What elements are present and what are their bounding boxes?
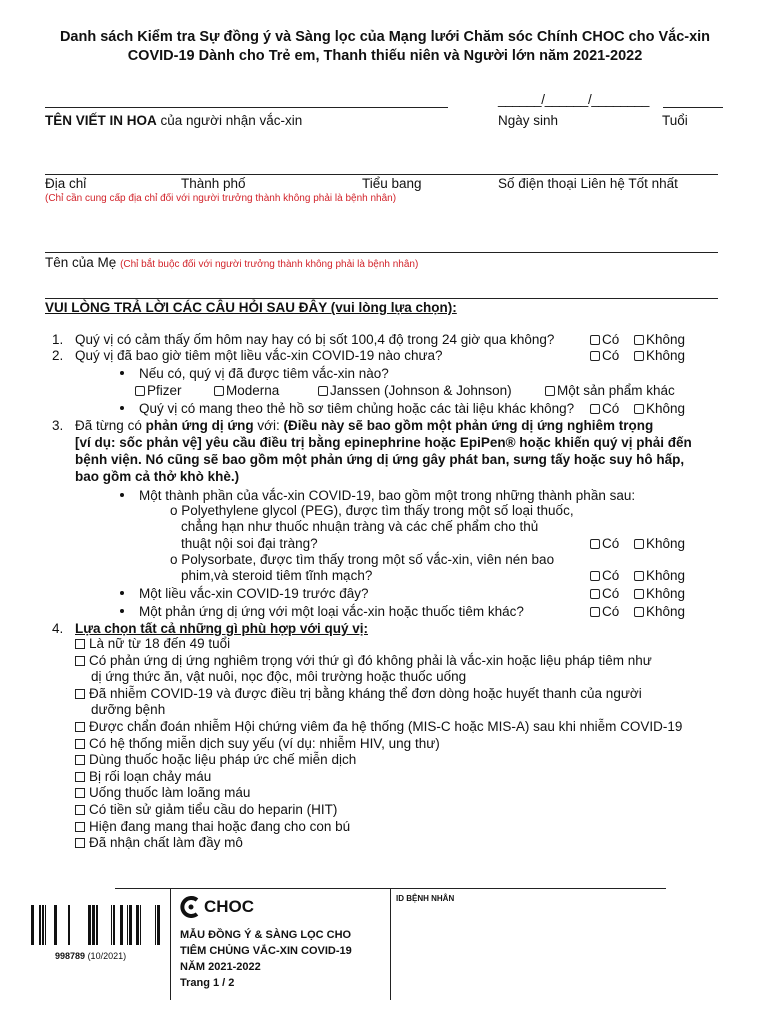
dob-field[interactable]: ______/______/________ <box>498 92 650 107</box>
q3-poly-line1: o Polysorbate, được tìm thấy trong một số vắc-xin, viên nén bao <box>170 552 555 567</box>
q3-peg-line3: thuật nội soi đại tràng? <box>181 536 318 551</box>
q4-option-label: Bị rối loạn chảy máu <box>89 768 212 784</box>
q4-option[interactable] <box>75 653 682 670</box>
name-label-rest: của người nhận vắc-xin <box>156 113 303 128</box>
barcode-bar <box>155 905 156 945</box>
vaccine-pfizer[interactable] <box>135 382 182 399</box>
vaccine-label: Moderna <box>226 383 280 398</box>
q3-b2: Một liều vắc-xin COVID-19 trước đây? <box>139 586 369 601</box>
q4-option-label: Có hệ thống miễn dịch suy yếu (ví dụ: nhiễm HIV, ung thư) <box>89 735 440 751</box>
checkbox-icon[interactable] <box>634 335 644 345</box>
q3-line-1 <box>75 417 653 434</box>
mother-note: (Chỉ bắt buộc đối với người trưởng thành không phải là bệnh nhân) <box>120 259 419 270</box>
barcode-bar <box>45 905 46 945</box>
vaccine-other[interactable] <box>545 382 675 399</box>
q3-peg-no[interactable] <box>634 535 685 552</box>
yes-label: Có <box>602 604 620 619</box>
checkbox-icon[interactable] <box>634 351 644 361</box>
q1-number: 1. <box>52 332 64 347</box>
city-label: Thành phố <box>181 176 246 191</box>
q1-yes[interactable] <box>590 331 619 348</box>
checkbox-icon[interactable] <box>75 739 85 749</box>
yes-label: Có <box>602 568 620 583</box>
checkbox-icon[interactable] <box>75 656 85 666</box>
q3-peg-line1: o Polyethylene glycol (PEG), được tìm thấy trong một số loại thuốc, <box>170 503 574 518</box>
q4-option-label: Có tiền sử giảm tiểu cầu do heparin (HIT) <box>89 801 338 817</box>
q3-text: (Điều này sẽ bao gồm một phản ứng dị ứng nghiêm trọng <box>283 418 654 433</box>
barcode-bar <box>31 905 34 945</box>
title-line-2: COVID-19 Dành cho Trẻ em, Thanh thiếu niên và Người lớn năm 2021-2022 <box>127 48 643 64</box>
q3-b3-yes[interactable] <box>590 603 619 620</box>
title-line-1: Danh sách Kiểm tra Sự đồng ý và Sàng lọc của Mạng lưới Chăm sóc Chính CHOC cho Vắc-xin <box>59 29 711 45</box>
q4-option[interactable] <box>75 636 682 653</box>
q3-line-2: [ví dụ: sốc phản vệ] yêu cầu điều trị bằng epinephrine hoặc EpiPen® hoặc khiến quý vị phải đến <box>75 435 692 450</box>
address-note: (Chỉ cần cung cấp địa chỉ đối với người trưởng thành không phải là bệnh nhân) <box>45 193 397 204</box>
checkbox-icon[interactable] <box>75 722 85 732</box>
phone-label: Số điện thoại Liên hệ Tốt nhất <box>498 176 678 191</box>
q1-no[interactable] <box>634 331 685 348</box>
barcode-bar <box>92 905 95 945</box>
q4-option[interactable] <box>75 719 682 736</box>
footer-divider <box>390 888 391 1000</box>
q2-sub1: Nếu có, quý vị đã được tiêm vắc-xin nào? <box>139 366 389 381</box>
yes-label: Có <box>602 401 620 416</box>
name-field-line[interactable] <box>45 107 448 108</box>
barcode-bar <box>88 905 91 945</box>
checkbox-icon[interactable] <box>590 404 600 414</box>
vaccine-label: Janssen (Johnson & Johnson) <box>330 383 512 398</box>
checkbox-icon[interactable] <box>75 755 85 765</box>
q4-number: 4. <box>52 621 64 636</box>
q4-option-label: Hiện đang mang thai hoặc đang cho con bú <box>89 818 351 834</box>
divider <box>45 298 718 299</box>
mother-field-line[interactable] <box>45 252 718 253</box>
vaccine-label: Pfizer <box>147 383 182 398</box>
patient-id-label: ID BỆNH NHÂN <box>396 894 455 903</box>
q1-text: Quý vị có cảm thấy ốm hôm nay hay có bị sốt 100,4 độ trong 24 giờ qua không? <box>75 332 555 347</box>
dob-label: Ngày sinh <box>498 113 559 128</box>
q3-peg-line2: chẳng hạn như thuốc nhuận tràng và các chế phẩm cho thủ <box>181 519 539 534</box>
q2-sub1-row <box>120 365 389 382</box>
q3-b3-no[interactable] <box>634 603 685 620</box>
q4-option-label: Đã nhiễm COVID-19 và được điều trị bằng kháng thể đơn dòng hoặc huyết thanh của người <box>89 685 642 701</box>
q2-card-yes[interactable] <box>590 400 619 417</box>
q3-poly-yes[interactable] <box>590 567 619 584</box>
q3-b2-no[interactable] <box>634 585 685 602</box>
no-label: Không <box>646 348 686 363</box>
q4-option-label: Có phản ứng dị ứng nghiêm trọng với thứ gì đó không phải là vắc-xin hoặc liệu pháp tiêm như <box>89 652 652 668</box>
checkbox-icon[interactable] <box>634 589 644 599</box>
address-label: Địa chỉ <box>45 176 87 191</box>
name-label-bold: TÊN VIẾT IN HOA <box>45 113 157 128</box>
q2-card-no[interactable] <box>634 400 685 417</box>
barcode-bar <box>136 905 139 945</box>
checkbox-icon[interactable] <box>634 404 644 414</box>
barcode-number: 998789 <box>55 951 86 961</box>
barcode-bar <box>127 905 128 945</box>
q2-yes[interactable] <box>590 347 619 364</box>
checkbox-icon[interactable] <box>590 571 600 581</box>
address-field-line[interactable] <box>45 174 718 175</box>
no-label: Không <box>646 401 686 416</box>
q3-b2-yes[interactable] <box>590 585 619 602</box>
barcode-caption <box>55 951 126 961</box>
name-label <box>45 113 302 128</box>
choc-logo <box>180 896 254 918</box>
barcode-bar <box>42 905 44 945</box>
q3-text: với: <box>253 418 284 433</box>
barcode-bar <box>140 905 141 945</box>
vaccine-label: Một sản phẩm khác <box>557 383 675 398</box>
no-label: Không <box>646 332 686 347</box>
bullet-icon <box>120 609 124 613</box>
barcode-date: (10/2021) <box>87 951 127 961</box>
choc-logo-icon <box>180 896 202 918</box>
barcode-bar <box>129 905 132 945</box>
q2-no[interactable] <box>634 347 685 364</box>
bullet-icon <box>120 591 124 595</box>
q4-option-label: dưỡng bệnh <box>91 702 166 718</box>
q4-option-continued <box>75 669 682 686</box>
checkbox-icon[interactable] <box>590 351 600 361</box>
q3-text: phản ứng dị ứng <box>145 418 254 433</box>
q3-line-3: bệnh viện. Nó cũng sẽ bao gồm một phản ứng dị ứng gây phát ban, sưng tấy hoặc suy hô hấp, <box>75 452 685 467</box>
bullet-icon <box>120 493 124 497</box>
barcode-bar <box>157 905 160 945</box>
q3-b1: Một thành phần của vắc-xin COVID-19, bao gồm một trong những thành phần sau: <box>139 488 636 503</box>
q4-option-label: Là nữ từ 18 đến 49 tuổi <box>89 636 231 651</box>
checkbox-icon[interactable] <box>634 607 644 617</box>
barcode-bar <box>68 905 70 945</box>
q2-sub2-row <box>120 400 574 417</box>
bullet-icon <box>120 371 124 375</box>
state-label: Tiểu bang <box>362 176 422 191</box>
barcode-bar <box>113 905 115 945</box>
instructions-heading: VUI LÒNG TRẢ LỜI CÁC CÂU HỎI SAU ĐÂY (vui lòng lựa chọn): <box>45 300 457 315</box>
checkbox-icon[interactable] <box>75 805 85 815</box>
checkbox-icon[interactable] <box>75 639 85 649</box>
q2-text: Quý vị đã bao giờ tiêm một liều vắc-xin COVID-19 nào chưa? <box>75 348 443 363</box>
vaccine-moderna[interactable] <box>214 382 279 399</box>
q4-option[interactable] <box>75 802 682 819</box>
checkbox-icon[interactable] <box>545 386 555 396</box>
q4-option[interactable] <box>75 769 682 786</box>
barcode-bar <box>111 905 112 945</box>
checkbox-icon[interactable] <box>75 689 85 699</box>
q4-option-label: Được chẩn đoán nhiễm Hội chứng viêm đa hệ thống (MIS-C hoặc MIS-A) sau khi nhiễm COVID-19 <box>89 718 683 734</box>
checkbox-icon[interactable] <box>590 539 600 549</box>
no-label: Không <box>646 536 686 551</box>
q3-b3-row <box>120 603 524 620</box>
no-label: Không <box>646 568 686 583</box>
q4-option[interactable] <box>75 785 682 802</box>
page-number: Trang 1 / 2 <box>180 977 235 989</box>
yes-label: Có <box>602 586 620 601</box>
checkbox-icon[interactable] <box>318 386 328 396</box>
q3-text: Đã từng có <box>75 418 146 433</box>
q4-option-label: dị ứng thức ăn, vật nuôi, nọc độc, môi trường hoặc thuốc uống <box>91 669 467 685</box>
form-name-line3: NĂM 2021-2022 <box>180 961 261 973</box>
q3-poly-no[interactable] <box>634 567 685 584</box>
q4-option-label: Dùng thuốc hoặc liệu pháp ức chế miễn dịch <box>89 752 357 768</box>
choc-logo-text: CHOC <box>204 897 255 916</box>
no-label: Không <box>646 586 686 601</box>
q4-text: Lựa chọn tất cả những gì phù hợp với quý vị: <box>75 621 368 636</box>
checkbox-icon[interactable] <box>75 822 85 832</box>
checkbox-icon[interactable] <box>590 335 600 345</box>
q3-b3: Một phản ứng dị ứng với một loại vắc-xin hoặc thuốc tiêm khác? <box>139 604 524 619</box>
barcode-bar <box>39 905 41 945</box>
checkbox-icon[interactable] <box>634 539 644 549</box>
q3-peg-yes[interactable] <box>590 535 619 552</box>
barcode-bar <box>54 905 57 945</box>
age-label: Tuổi <box>662 113 688 128</box>
yes-label: Có <box>602 348 620 363</box>
q3-b2-row <box>120 585 368 602</box>
q2-number: 2. <box>52 348 64 363</box>
q4-option[interactable] <box>75 686 682 703</box>
q4-option[interactable] <box>75 752 682 769</box>
checkbox-icon[interactable] <box>590 589 600 599</box>
footer-divider <box>170 888 171 1000</box>
barcode-bar <box>96 905 98 945</box>
q4-option-continued <box>75 702 682 719</box>
q3-line-4: bao gồm cả thở khò khè.) <box>75 469 240 484</box>
q3-number: 3. <box>52 418 64 433</box>
q4-option[interactable] <box>75 835 682 852</box>
q3-poly-line2: phim,và steroid tiêm tĩnh mạch? <box>181 568 373 583</box>
q4-checklist <box>75 636 682 852</box>
q4-option-label: Đã nhận chất làm đầy mô <box>89 835 243 851</box>
yes-label: Có <box>602 536 620 551</box>
checkbox-icon[interactable] <box>75 838 85 848</box>
q2-sub2: Quý vị có mang theo thẻ hồ sơ tiêm chủng hoặc các tài liệu khác không? <box>139 401 575 416</box>
vaccine-janssen[interactable] <box>318 382 512 399</box>
checkbox-icon[interactable] <box>634 571 644 581</box>
q4-option[interactable] <box>75 819 682 836</box>
form-name-line1: MẪU ĐỒNG Ý & SÀNG LỌC CHO <box>180 929 352 941</box>
mother-label: Tên của Mẹ <box>45 255 117 270</box>
checkbox-icon[interactable] <box>135 386 145 396</box>
yes-label: Có <box>602 332 620 347</box>
form-name-line2: TIÊM CHỦNG VẮC-XIN COVID-19 <box>180 945 352 957</box>
checkbox-icon[interactable] <box>75 788 85 798</box>
bullet-icon <box>120 406 124 410</box>
checkbox-icon[interactable] <box>214 386 224 396</box>
age-field-line[interactable] <box>663 107 723 108</box>
q4-option-label: Uống thuốc làm loãng máu <box>89 785 251 801</box>
mother-label-row <box>45 255 418 270</box>
checkbox-icon[interactable] <box>590 607 600 617</box>
barcode-bar <box>120 905 123 945</box>
barcode-icon <box>28 905 166 945</box>
checkbox-icon[interactable] <box>75 772 85 782</box>
page-title <box>0 28 770 66</box>
no-label: Không <box>646 604 686 619</box>
q4-option[interactable] <box>75 736 682 753</box>
